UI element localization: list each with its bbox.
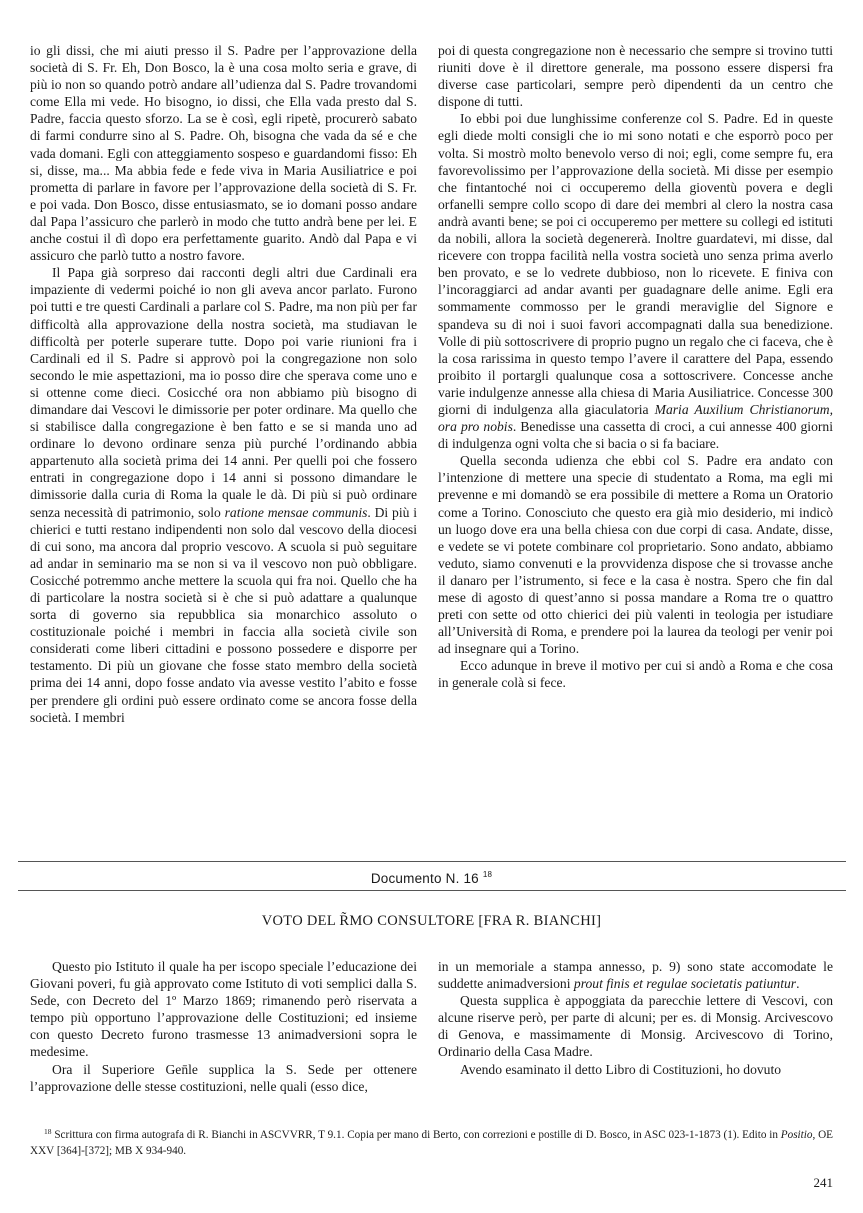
bottom-left-column	[30, 958, 417, 1095]
paragraph-text: Il Papa già sorpreso dai racconti degli altri due Cardinali era impaziente di vedermi poiché io non gli aveva ancor parlato. Furono poi tutti e tre questi Cardinali a parlare col S. Padre, ma non più per far difficoltà alla approvazione della nostra società, ma studiavan le difficoltà per poterle superare tutte. Dopo poi varie riunioni fra i Cardinali ed il S. Padre si approvò poi la congregazione non solo secondo le mie aspettazioni, ma io posso dire che sperava come uno e si ottenne come dieci. Cosicché ora non abbiamo più bisogno di dimandare dai Vescovi le dimissorie per poter ordinare. Ma quello che si stabilisce dalla congregazione è ben fatto e se si manda uno ad ordinare lo devono ordinare senza più purché l’ordinando abbia appartenuto alla società prima dei 14 anni. Per quelli poi che fossero entrati in congregazione dopo i 14 anni si possono dimandare le dimissorie dalla curia di Roma la quale le dà. Di più si può ordinare senza necessità di patrimonio, solo	[30, 265, 417, 520]
footnote	[30, 1124, 833, 1159]
divider-bottom	[18, 890, 846, 891]
paragraph: Ecco adunque in breve il motivo per cui si andò a Roma e che cosa in generale colà si fece.	[438, 658, 833, 691]
latin-phrase: prout finis et regulae societatis patiuntur	[573, 976, 797, 992]
bottom-right-column	[438, 958, 833, 1078]
document-label	[0, 870, 863, 886]
document-title: VOTO DEL R̃MO CONSULTORE [FRA R. BIANCHI]	[261, 913, 602, 929]
paragraph: io gli dissi, che mi aiuti presso il S. Padre per l’approvazione della società di S. Fr. Eh, Don Bosco, la è una cosa molto seria e grave, di più io non so quando potrò andare all’udienza dal S. Padre trovandomi come Ella mi vede. Ho bisogno, io dissi, che Ella vada presto dal S. Padre, faccia questo sforzo. La se è così, egli ripetè, procurerò sabato di farmi condurre sino al S. Padre. Oh, bisogna che vada da sé e che vada domani. Egli con atteggiamento sospeso e guardandomi fisso: Eh si, disse, ma... Ma abbia fede e fede viva in Maria Ausiliatrice e poi prometta di parlare in favore per l’approvazione della società di S. Fr. e poi vada. Don Bosco, disse entusiasmato, se io domani posso andare dal Papa l’assicuro che parlerò in modo che tutto andrà bene per lei. E anche costui il dì dopo era perfettamente guarito. Andò dal Papa e vi assicuro che parlò tutto a nostro favore.	[30, 43, 417, 264]
paragraph-text: in un memoriale a stampa annesso, p. 9) sono state accomodate le suddette animadversioni	[438, 959, 833, 992]
paragraph	[438, 110, 833, 452]
paragraph-text: . Benedisse una cassetta di croci, a cui annesse 400 giorni di indulgenza ogni volta che si bacia o si fa baciare.	[438, 419, 833, 452]
paragraph: Quella seconda udienza che ebbi col S. Padre era andato con l’intenzione di mettere una specie di studentato a Roma, ma egli mi prevenne e mi domandò se era possibile di mettere a Roma un Oratorio come a Torino. Conosciuto che questo era già mio desiderio, mi indicò un luogo dove era una bella chiesa con due corpi di casa. Andate, disse, e vedete se vi potete combinare col proprietario. Sono andato, abbiamo veduto, siamo convenuti e la provvidenza dispose che si trovasse anche il danaro per l’istrumento, si fece e la casa è nostra. Spero che fin dal mese di agosto di quest’anno si possa mandare a Roma tre o quattro preti con sette od otto chierici dei più valenti in teologia per istudiare all’Università di Roma, e prendere poi la laurea da teologi per venir poi ad insegnare qui a Torino.	[438, 453, 833, 657]
paragraph-text: .	[796, 976, 800, 992]
footnote-italic: Positio	[780, 1129, 813, 1141]
paragraph-text: Io ebbi poi due lunghissime conferenze col S. Padre. Ed in queste egli diede molti consigli che io mi sono notati e che esporrò poco per volta. Si mostrò molto benevolo verso di noi; egli, come sempre fu, era favorevolissimo per l’approvazione della società. Mi disse per esempio che fintantoché noi ci occuperemo della gioventù povera e degli orfanelli sempre collo scopo di dare dei membri al clero la nostra casa andrà avanti bene; se poi ci occuperemo per mettere su collegi ed istituti da nobili, allora la società degenererà. Inoltre guardatevi, mi disse, dal ricevere con troppa facilità nella vostra società uno senza prima averlo ben provato, e se lo vedrete dubbioso, non lo ricevete. E finiva con l’incoraggiarci ad andar avanti per guadagnare delle anime. Egli era sommamente commosso per le grandi meraviglie del Signore e spandeva su di noi i suoi favori accompagnati dalla sua benedizione. Volle di più sottoscrivere di proprio pugno un regalo che ci faceva, che è la cosa rarissima in questo tempo l’avere il carattere del Papa, essendo proibito il portargli qualunque cosa a sottoscrivere. Concesse anche varie indulgenze annesse alla chiesa di Maria Ausiliatrice. Concesse 300 giorni di indulgenza alla giaculatoria	[438, 111, 833, 417]
page-number: 241	[813, 1175, 833, 1190]
top-left-column	[30, 42, 417, 726]
paragraph: Avendo esaminato il detto Libro di Costituzioni, ho dovuto	[460, 1061, 782, 1077]
footnote-number: 18	[44, 1127, 52, 1136]
footnote-text: , OE XXV [364]-[372]; MB X 934-940.	[30, 1129, 833, 1157]
paragraph: poi di questa congregazione non è necessario che sempre si trovino tutti riuniti dove è il direttore generale, ma possono essere dispersi fra diverse case particolari, sempre però dipendenti da un centro che dispone di tutti.	[438, 43, 833, 110]
document-number: Documento N. 16	[370, 871, 479, 886]
top-right-column	[438, 42, 833, 692]
latin-phrase: Maria Auxilium Christianorum, ora pro nobis	[438, 401, 833, 435]
latin-phrase: ratione mensae communis	[224, 504, 368, 520]
footnote-text: Scrittura con firma autografa di R. Bianchi in ASCVVRR, T 9.1. Copia per mano di Berto, con correzioni e postille di D. Bosco, in ASC 023-1-1873 (1). Edito in	[54, 1129, 781, 1141]
paragraph-text: . Di più i chierici e tutti restano indipendenti non solo dal vescovo della diocesi di cui sono, ma ancora dal proprio vescovo. A scuola si può seguitare ad andar in seminario ma se non si va il vescovo non può obbligare. Cosicché potremmo anche mettere la scuola qui fra noi. Quello che ha di particolare la nostra società si è che si può adattare a qualunque sorta di governo sia repubblica sia monarchico assoluto o costituzionale poiché i membri in faccia alla società civile son considerati come liberi cittadini e possono possedere e disporre per testamento. Di più un giovane che fosse stato membro della società prima dei 14 anni, dopo fosse andato via avesse vestito l’abito e fosse per prendere gli ordini può essere ordinato come se ancora fosse della società. I membri	[30, 504, 417, 725]
paragraph: Questa supplica è appoggiata da parecchie lettere di Vescovi, con alcune riserve però, per parte di alcuni; per es. di Monsig. Arcivescovo di Genova, e massimamente di Monsig. Arcivescovo di Torino, Ordinario della Casa Madre.	[438, 993, 833, 1060]
divider-top	[18, 861, 846, 862]
paragraph: Ora il Superiore Gen̄le supplica la S. Sede per ottenere l’approvazione delle stesse costituzioni, nelle quali (esso dice,	[30, 1061, 417, 1094]
paragraph	[30, 264, 417, 726]
paragraph: Questo pio Istituto il quale ha per iscopo speciale l’educazione dei Giovani poveri, fu già approvato come Istituto di voti semplici dalla S. Sede, con Decreto del 1º Marzo 1869; rimanendo però riservata a tempo più opportuno l’approvazione delle Costituzioni; ed insieme con questo Decreto furono trasmesse 13 animadversioni sopra le medesime.	[30, 959, 417, 1060]
footnote-reference[interactable]: 18	[482, 870, 493, 879]
paragraph	[438, 958, 833, 992]
